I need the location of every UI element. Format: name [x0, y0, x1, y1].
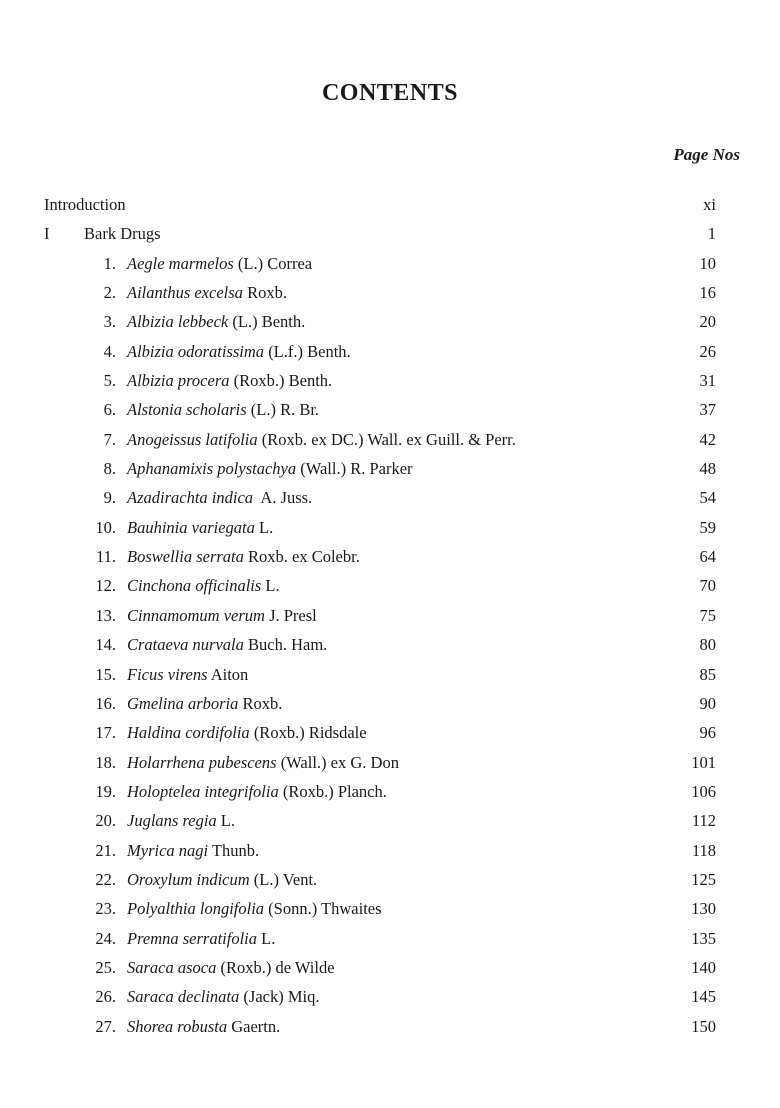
entry-authority: L. [257, 928, 276, 948]
entry-title [127, 1015, 280, 1039]
entry-page: 31 [699, 371, 716, 391]
entry-species-name: Myrica nagi [127, 840, 209, 860]
entry-number: 4. [103, 341, 116, 361]
entry-page: 75 [699, 605, 716, 625]
entry-title [127, 545, 360, 569]
entry-authority: Roxb. ex Colebr. [243, 547, 360, 567]
toc-entry [0, 927, 780, 956]
entry-title [127, 868, 317, 892]
entry-title [127, 751, 399, 775]
introduction-label: Introduction [44, 195, 126, 214]
entry-page: 48 [699, 459, 716, 479]
entry-page: 135 [691, 928, 716, 948]
toc-entry [0, 721, 780, 750]
entry-species-name: Aegle marmelos [127, 253, 234, 273]
entry-title [127, 340, 351, 364]
toc-row-section [0, 222, 780, 251]
entry-species-name: Bauhinia variegata [127, 517, 255, 537]
toc-entry [0, 340, 780, 369]
entry-authority: (Roxb. ex DC.) Wall. ex Guill. & Perr. [257, 429, 516, 449]
section-label: Bark Drugs [84, 224, 161, 244]
entry-title [127, 663, 248, 687]
toc-entry [0, 751, 780, 780]
toc-entry [0, 574, 780, 603]
entry-number: 22. [95, 869, 116, 889]
entry-authority: (Roxb.) de Wilde [216, 957, 335, 977]
toc-entry [0, 457, 780, 486]
entry-title [127, 516, 273, 540]
entry-number: 12. [95, 576, 116, 596]
entry-number: 23. [95, 899, 116, 919]
entry-authority: Roxb. [238, 693, 283, 713]
entry-authority: (Sonn.) Thwaites [264, 899, 382, 919]
entry-species-name: Albizia procera [127, 371, 230, 391]
entry-species-name: Holarrhena pubescens [127, 752, 277, 772]
entry-page: 118 [691, 840, 716, 860]
entry-page: 20 [699, 312, 716, 332]
entry-authority: Thunb. [208, 840, 260, 860]
entry-title [127, 252, 312, 276]
entry-number: 19. [95, 781, 116, 801]
entry-page: 64 [699, 547, 716, 567]
entry-authority: (Roxb.) Planch. [278, 781, 387, 801]
entry-page: 96 [699, 723, 716, 743]
entry-species-name: Crataeva nurvala [127, 635, 244, 655]
entry-page: 10 [699, 253, 716, 273]
entry-title [127, 721, 367, 745]
entry-authority: (L.) Correa [233, 253, 313, 273]
entry-authority: (L.) R. Br. [246, 400, 320, 420]
entry-number: 20. [95, 811, 116, 831]
entry-number: 14. [95, 635, 116, 655]
entry-title [127, 486, 312, 510]
entry-title [127, 927, 275, 951]
entry-species-name: Anogeissus latifolia [127, 429, 258, 449]
entry-authority: J. Presl [264, 605, 317, 625]
entry-title [127, 604, 317, 628]
entry-page: 16 [699, 283, 716, 303]
entry-authority: A. Juss. [253, 488, 313, 508]
entry-authority: Buch. Ham. [243, 635, 328, 655]
entry-page: 145 [691, 987, 716, 1007]
page-nos-heading: Page Nos [673, 145, 740, 164]
entry-page: 54 [699, 488, 716, 508]
entry-authority: Aiton [207, 664, 249, 684]
section-number: I [44, 224, 50, 244]
entry-page: 140 [691, 957, 716, 977]
entry-title [127, 428, 516, 452]
entry-number: 18. [95, 752, 116, 772]
entry-number: 1. [103, 253, 116, 273]
toc-entry [0, 633, 780, 662]
toc-entry [0, 985, 780, 1014]
entry-title [127, 809, 235, 833]
toc-entry [0, 486, 780, 515]
entry-number: 24. [95, 928, 116, 948]
entry-number: 9. [103, 488, 116, 508]
entry-number: 15. [95, 664, 116, 684]
entry-page: 70 [699, 576, 716, 596]
entry-number: 3. [103, 312, 116, 332]
table-of-contents [0, 193, 780, 1044]
toc-entry [0, 897, 780, 926]
entry-authority: (Roxb.) Benth. [229, 371, 333, 391]
entry-number: 21. [95, 840, 116, 860]
entry-number: 26. [95, 987, 116, 1007]
toc-entry [0, 310, 780, 339]
toc-entry [0, 369, 780, 398]
entry-title [127, 457, 413, 481]
entry-title [127, 398, 319, 422]
entry-species-name: Boswellia serrata [127, 547, 244, 567]
entry-number: 10. [95, 517, 116, 537]
entry-title [127, 281, 287, 305]
entry-species-name: Polyalthia longifolia [127, 899, 265, 919]
entry-authority: (L.) Benth. [228, 312, 306, 332]
entry-species-name: Albizia odoratissima [127, 341, 265, 361]
entry-authority: (Jack) Miq. [239, 987, 320, 1007]
entry-species-name: Cinnamomum verum [127, 605, 265, 625]
entry-title [127, 956, 335, 980]
entry-species-name: Saraca asoca [127, 957, 217, 977]
toc-entry [0, 398, 780, 427]
entry-species-name: Ficus virens [127, 664, 208, 684]
toc-entry [0, 868, 780, 897]
toc-entry [0, 956, 780, 985]
entry-number: 27. [95, 1016, 116, 1036]
toc-entry [0, 281, 780, 310]
entry-page: 112 [691, 811, 716, 831]
entry-page: 59 [699, 517, 716, 537]
entry-title [127, 574, 280, 598]
entry-authority: (Wall.) ex G. Don [276, 752, 399, 772]
entry-title [127, 692, 282, 716]
toc-entry [0, 604, 780, 633]
entry-authority: (L.) Vent. [249, 869, 318, 889]
entry-page: 101 [691, 752, 716, 772]
entry-authority: L. [216, 811, 236, 831]
introduction-page: xi [703, 195, 716, 214]
section-page: 1 [707, 224, 716, 244]
toc-entry [0, 252, 780, 281]
entry-title [127, 985, 319, 1009]
entry-page: 42 [699, 429, 716, 449]
entry-title [127, 897, 382, 921]
toc-entry [0, 692, 780, 721]
entry-page: 85 [699, 664, 716, 684]
entry-species-name: Gmelina arboria [127, 693, 239, 713]
toc-entry [0, 780, 780, 809]
entry-title [127, 839, 259, 863]
entry-species-name: Shorea robusta [127, 1016, 228, 1036]
entry-number: 16. [95, 693, 116, 713]
entry-species-name: Oroxylum indicum [127, 869, 250, 889]
entry-page: 80 [699, 635, 716, 655]
entry-page: 106 [691, 781, 716, 801]
entry-species-name: Holoptelea integrifolia [127, 781, 279, 801]
entry-authority: Roxb. [242, 283, 287, 303]
entry-species-name: Ailanthus excelsa [127, 283, 243, 303]
entry-species-name: Juglans regia [127, 811, 217, 831]
entry-authority: Gaertn. [227, 1016, 281, 1036]
entry-number: 25. [95, 957, 116, 977]
entry-species-name: Albizia lebbeck [127, 312, 229, 332]
entry-species-name: Cinchona officinalis [127, 576, 262, 596]
toc-entry [0, 809, 780, 838]
entry-page: 37 [699, 400, 716, 420]
entry-species-name: Premna serratifolia [127, 928, 258, 948]
entry-title [127, 633, 327, 657]
entry-species-name: Aphanamixis polystachya [127, 459, 297, 479]
entry-species-name: Alstonia scholaris [127, 400, 247, 420]
toc-entry [0, 516, 780, 545]
toc-row-introduction [0, 193, 780, 222]
entry-authority: (Roxb.) Ridsdale [249, 723, 367, 743]
entry-page: 26 [699, 341, 716, 361]
toc-entry [0, 545, 780, 574]
toc-entry [0, 839, 780, 868]
toc-entry [0, 428, 780, 457]
entry-number: 8. [103, 459, 116, 479]
entry-species-name: Haldina cordifolia [127, 723, 250, 743]
entry-authority: L. [254, 517, 274, 537]
entry-number: 5. [103, 371, 116, 391]
entry-page: 125 [691, 869, 716, 889]
entry-number: 17. [95, 723, 116, 743]
page-title: CONTENTS [321, 80, 459, 106]
entry-page: 150 [691, 1016, 716, 1036]
entry-species-name: Saraca declinata [127, 987, 240, 1007]
entry-title [127, 310, 305, 334]
entry-title [127, 369, 332, 393]
entry-number: 11. [95, 547, 116, 567]
entry-number: 7. [103, 429, 116, 449]
entry-authority: (L.f.) Benth. [264, 341, 351, 361]
entry-title [127, 780, 387, 804]
entry-authority: L. [261, 576, 280, 596]
toc-entry [0, 1015, 780, 1044]
entry-page: 90 [699, 693, 716, 713]
entry-number: 6. [103, 400, 116, 420]
entry-number: 13. [95, 605, 116, 625]
toc-entry [0, 663, 780, 692]
entry-species-name: Azadirachta indica [127, 488, 254, 508]
entry-page: 130 [691, 899, 716, 919]
entry-number: 2. [103, 283, 116, 303]
entry-authority: (Wall.) R. Parker [296, 459, 413, 479]
